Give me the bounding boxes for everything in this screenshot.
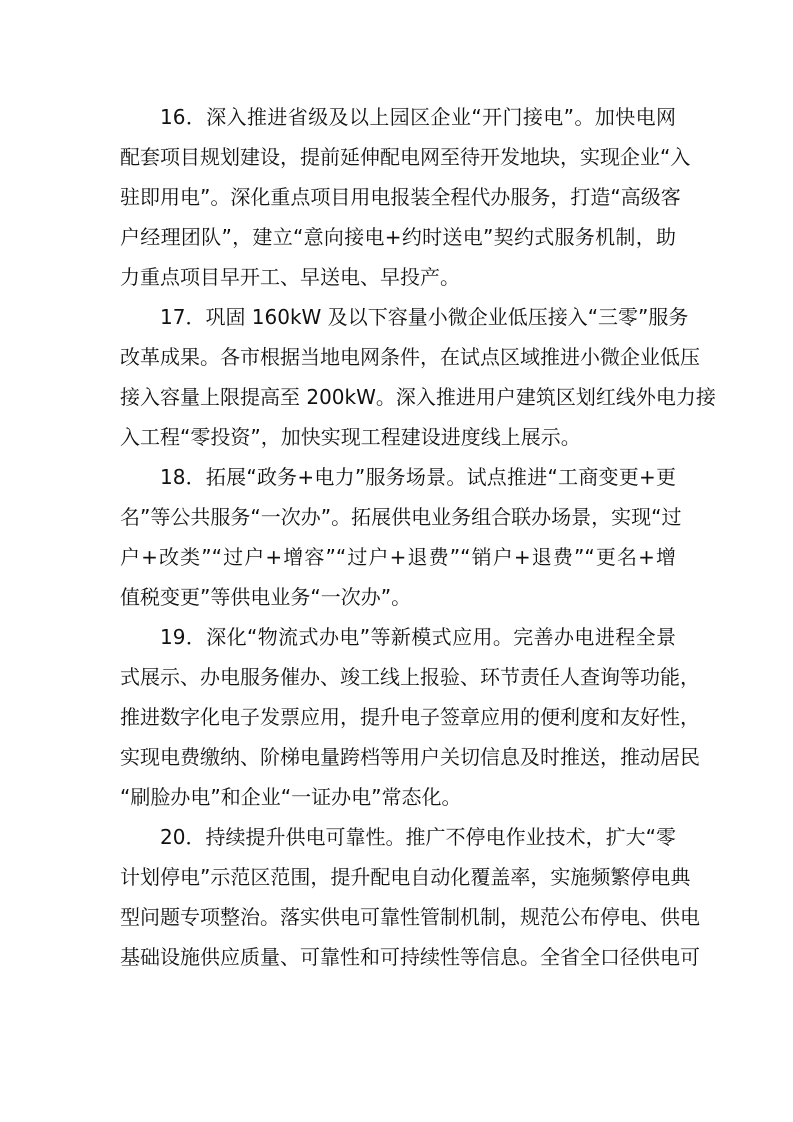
paragraph-line: 名”等公共服务“一次办”。拓展供电业务组合联办场景，实现“过 <box>120 505 682 529</box>
paragraph-16 <box>120 97 691 297</box>
paragraph-line: 户+改类”“过户+增容”“过户+退费”“销户+退费”“更名+增 <box>120 545 676 569</box>
paragraph-line: 改革成果。各市根据当地电网条件，在试点区域推进小微企业低压 <box>120 345 700 369</box>
document-body <box>120 97 716 977</box>
paragraph-line: 配套项目规划建设，提前延伸配电网至待开发地块，实现企业“入 <box>120 145 691 169</box>
paragraph-line: 力重点项目早开工、早送电、早投产。 <box>120 265 460 289</box>
paragraph-line: 19．深化“物流式办电”等新模式应用。完善办电进程全景 <box>160 625 676 649</box>
paragraph-17 <box>120 297 716 457</box>
paragraph-line: 值税变更”等供电业务“一次办”。 <box>120 585 412 609</box>
paragraph-line: 实现电费缴纳、阶梯电量跨档等用户关切信息及时推送，推动居民 <box>120 745 700 769</box>
paragraph-18 <box>120 457 682 617</box>
paragraph-line: 计划停电”示范区范围，提升配电自动化覆盖率，实施频繁停电典 <box>120 865 691 889</box>
paragraph-line: 20．持续提升供电可靠性。推广不停电作业技术，扩大“零 <box>160 825 676 849</box>
paragraph-19 <box>120 617 700 817</box>
paragraph-line: 户经理团队”，建立“意向接电+约时送电”契约式服务机制，助 <box>120 225 676 249</box>
paragraph-line: 入工程“零投资”，加快实现工程建设进度线上展示。 <box>120 425 581 449</box>
paragraph-line: 驻即用电”。深化重点项目用电报装全程代办服务，打造“高级客 <box>120 185 681 209</box>
paragraph-line: 型问题专项整治。落实供电可靠性管制机制，规范公布停电、供电 <box>120 905 700 929</box>
paragraph-line: 推进数字化电子发票应用，提升电子签章应用的便利度和友好性， <box>120 705 700 729</box>
paragraph-line: 17．巩固 160kW 及以下容量小微企业低压接入“三零”服务 <box>160 305 689 329</box>
paragraph-line: 18．拓展“政务+电力”服务场景。试点推进“工商变更+更 <box>160 465 676 489</box>
paragraph-20 <box>120 817 700 977</box>
paragraph-line: “刷脸办电”和企业“一证办电”常态化。 <box>120 785 462 809</box>
paragraph-line: 接入容量上限提高至 200kW。深入推进用户建筑区划红线外电力接 <box>120 385 716 409</box>
paragraph-line: 16．深入推进省级及以上园区企业“开门接电”。加快电网 <box>160 105 676 129</box>
paragraph-line: 基础设施供应质量、可靠性和可持续性等信息。全省全口径供电可 <box>120 945 700 969</box>
paragraph-line: 式展示、办电服务催办、竣工线上报验、环节责任人查询等功能， <box>120 665 700 689</box>
